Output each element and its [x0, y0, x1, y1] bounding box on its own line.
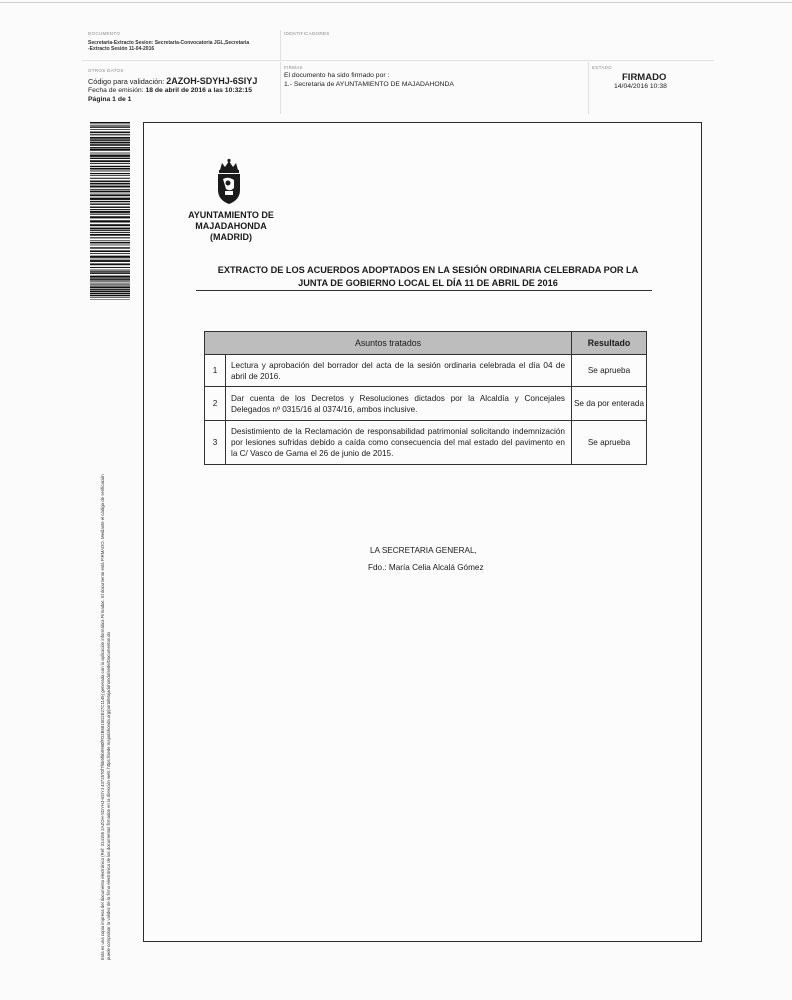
barcode-bar [90, 276, 130, 278]
barcode-bar [90, 271, 130, 272]
row-subject: Dar cuenta de los Decretos y Resoluciones dictados por la Alcaldía y Concejales Delegados nº 0315/16 al 0374/16, ambos inclusive. [226, 387, 572, 421]
barcode-bar [90, 224, 130, 226]
estado-caption: ESTADO [592, 65, 612, 70]
barcode-bar [90, 237, 130, 238]
row-subject: Lectura y aprobación del borrador del acta de la sesión ordinaria celebrada el día 04 de abril de 2016. [226, 355, 572, 387]
barcode-icon [90, 122, 130, 300]
barcode-bar [90, 191, 130, 192]
barcode-bar [90, 134, 130, 135]
page-count: Página 1 de 1 [88, 96, 132, 103]
barcode-bar [90, 293, 130, 294]
barcode-bar [90, 158, 130, 159]
barcode-bar [90, 280, 130, 281]
row-result: Se da por enterada [572, 387, 647, 421]
barcode-bar [90, 142, 130, 144]
documento-line2: -Extracto Sesión 11-04-2016 [88, 46, 155, 52]
table-header-row [205, 332, 647, 355]
barcode-bar [90, 211, 130, 213]
barcode-bar [90, 155, 130, 157]
signature-title: LA SECRETARIA GENERAL, [370, 546, 477, 555]
barcode-bar [90, 250, 130, 252]
barcode-bar [90, 198, 130, 200]
barcode-bar [90, 189, 130, 190]
signed-by-label: El documento ha sido firmado por : [284, 72, 390, 79]
table-row [205, 421, 647, 465]
agreements-table [204, 331, 647, 465]
validation-code [88, 76, 257, 86]
title-underline [196, 290, 652, 291]
barcode-bar [90, 284, 130, 285]
organization-name [178, 210, 284, 243]
issue-date [88, 87, 252, 94]
barcode-bar [90, 216, 130, 218]
barcode-bar [90, 256, 130, 258]
barcode-bar [90, 194, 130, 196]
barcode-bar [90, 147, 130, 148]
barcode-bar [90, 175, 130, 176]
barcode-bar [90, 173, 130, 174]
header-row-details [82, 62, 714, 114]
barcode-bar [90, 163, 130, 164]
side-note-line2: puede comprobar la validez de la firma electrónica de los documentos firmados en la dirección web: https://sede.majadahonda.org/portalMajadahonda/sede/Documentos.do [106, 632, 111, 960]
barcode-bar [90, 214, 130, 215]
org-line2: MAJADAHONDA [195, 221, 267, 231]
codigo-value: 2AZOH-SDYHJ-6SIYJ [166, 76, 258, 86]
barcode-bar [90, 259, 130, 260]
barcode-bar [90, 139, 130, 141]
col-resultado: Resultado [572, 332, 647, 355]
barcode-bar [90, 283, 130, 284]
fecha-value: 18 de abril de 2016 a las 10:32:15 [145, 87, 252, 94]
barcode-bar [90, 153, 130, 154]
side-note-line1: Esta es una copia impresa del documento electrónico (Ref: 314155 2AZOH-SDYHJ-6SIYJ 4372570f7f6b5f6b9960fFD2B5815D2E27C1145) generada con la aplicación informática Firmadoc. El documento está FIRMADO. Mediante el código de verificación [100, 474, 105, 960]
barcode-bar [90, 148, 130, 150]
barcode-bar [90, 297, 130, 298]
barcode-bar [90, 270, 130, 271]
barcode-bar [90, 267, 130, 268]
codigo-label: Código para validación: [88, 77, 165, 86]
barcode-bar [90, 272, 130, 274]
row-number: 1 [205, 355, 226, 387]
barcode-bar [90, 181, 130, 182]
barcode-bar [90, 207, 130, 208]
row-subject: Desistimiento de la Reclamación de responsabilidad patrimonial solicitando indemnización por lesiones sufridas debido a caída como consecuencia del mal estado del pavimento en la C/ Vasco de Gama el 26 de junio de 2015. [226, 421, 572, 465]
barcode-bar [90, 263, 130, 265]
title-line2: JUNTA DE GOBIERNO LOCAL EL DÍA 11 DE ABRIL DE 2016 [298, 278, 558, 288]
row-result: Se aprueba [572, 421, 647, 465]
barcode-bar [90, 245, 130, 246]
barcode-bar [90, 234, 130, 236]
barcode-bar [90, 230, 130, 231]
barcode-bar [90, 209, 130, 210]
header-row-document [82, 30, 714, 61]
row-number: 3 [205, 421, 226, 465]
header-divider [280, 30, 281, 60]
documento-line1: Secretaria-Extracto Sesion: Secretaria-Convocatoria JGL,Secretaria [88, 40, 250, 46]
barcode-bar [90, 144, 130, 146]
table-row [205, 387, 647, 421]
barcode-bar [90, 183, 130, 185]
barcode-bar [90, 137, 130, 139]
firmas-caption: FIRMAS [284, 65, 303, 70]
org-line3: (MADRID) [210, 232, 252, 242]
barcode-bar [90, 295, 130, 296]
top-border [0, 2, 792, 3]
status-date: 14/04/2016 10:38 [614, 83, 667, 90]
document-title [200, 264, 656, 290]
barcode-bar [90, 126, 130, 127]
status-badge: FIRMADO [622, 72, 667, 83]
documento-caption: DOCUMENTO [88, 31, 121, 36]
barcode-bar [90, 220, 130, 222]
barcode-bar [90, 247, 130, 248]
row-result: Se aprueba [572, 355, 647, 387]
barcode-bar [90, 232, 130, 233]
barcode-bar [90, 240, 130, 241]
org-line1: AYUNTAMIENTO DE [188, 210, 274, 220]
barcode-bar [90, 201, 130, 202]
barcode-bar [90, 203, 130, 204]
validation-header [82, 30, 714, 114]
barcode-bar [90, 166, 130, 167]
verification-side-note [100, 460, 118, 960]
signature-name: Fdo.: María Celia Alcalá Gómez [368, 563, 484, 572]
identificadores-caption: IDENTIFICADORES [284, 31, 330, 36]
barcode-bar [90, 260, 130, 262]
barcode-bar [90, 171, 130, 172]
barcode-bar [90, 132, 130, 134]
barcode-bar [90, 168, 130, 170]
title-line1: EXTRACTO DE LOS ACUERDOS ADOPTADOS EN LA SESIÓN ORDINARIA CELEBRADA POR LA [217, 265, 639, 275]
header-divider-2 [280, 62, 281, 114]
fecha-label: Fecha de emisión: [88, 87, 144, 94]
barcode-bar [90, 178, 130, 179]
barcode-bar [90, 125, 130, 126]
barcode-bar [90, 193, 130, 194]
barcode-bar [90, 286, 130, 288]
barcode-bar [90, 122, 130, 123]
header-divider-3 [588, 62, 589, 114]
barcode-bar [90, 289, 130, 290]
signer: 1.- Secretaria de AYUNTAMIENTO DE MAJADAHONDA [284, 81, 454, 88]
barcode-bar [90, 253, 130, 254]
table-row [205, 355, 647, 387]
barcode-bar [90, 160, 130, 162]
otros-datos-caption: OTROS DATOS [88, 68, 124, 73]
barcode-bar [90, 228, 130, 230]
document-frame [143, 122, 702, 942]
barcode-bar [90, 129, 130, 130]
col-asuntos: Asuntos tratados [205, 332, 572, 355]
barcode-bar [90, 186, 130, 188]
barcode-bar [90, 290, 130, 292]
barcode-bar [90, 278, 130, 279]
row-number: 2 [205, 387, 226, 421]
coat-of-arms-icon [214, 158, 244, 206]
barcode-bar [90, 242, 130, 244]
